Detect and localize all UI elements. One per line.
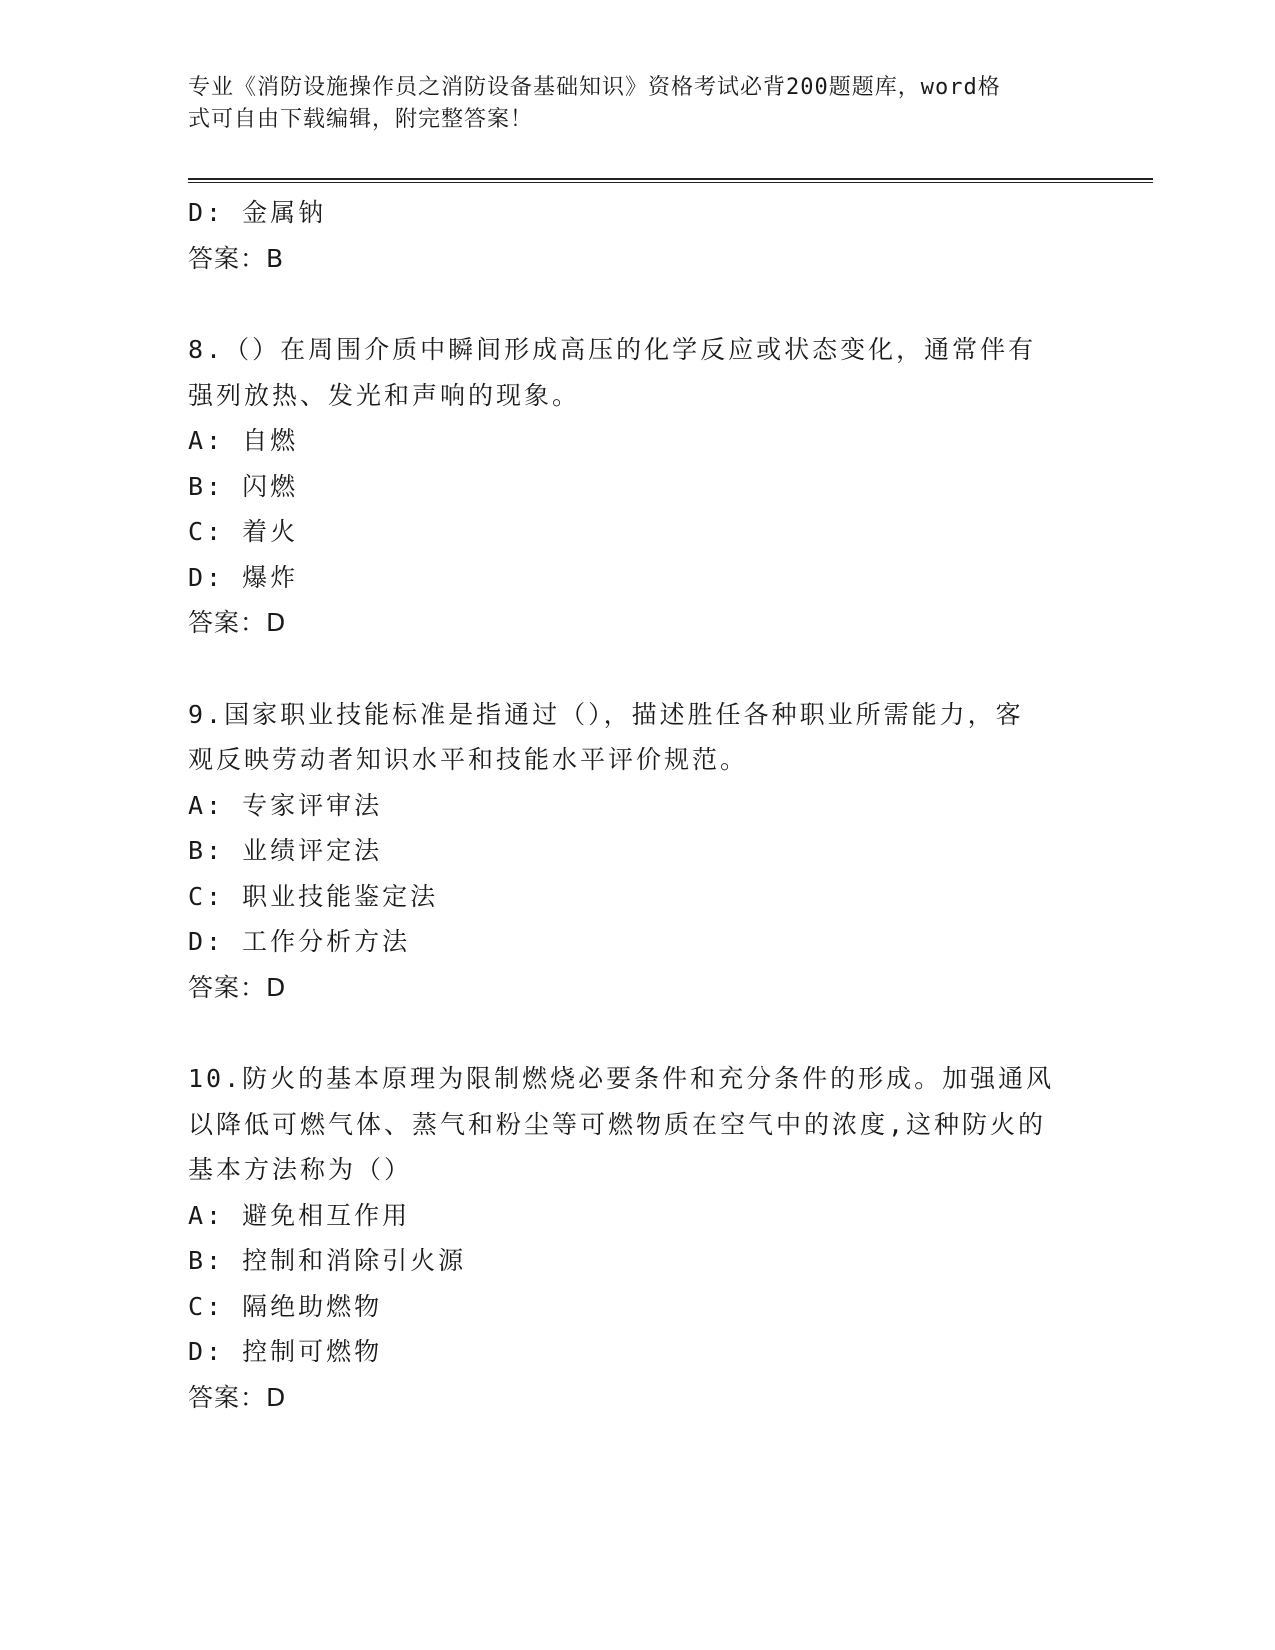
option-b: B: 控制和消除引火源	[188, 1246, 467, 1275]
header-rule-thick	[188, 178, 1153, 180]
question-text-line: 以降低可燃气体、蒸气和粉尘等可燃物质在空气中的浓度,这种防火的	[188, 1109, 1047, 1139]
question-8	[188, 327, 1088, 646]
answer: 答案：D	[188, 608, 287, 637]
answer: 答案：D	[188, 972, 287, 1002]
question-text-line: 10.防火的基本原理为限制燃烧必要条件和充分条件的形成。加强通风	[188, 1064, 1055, 1093]
option-b: B: 闪燃	[188, 471, 299, 501]
option-a: A: 自燃	[188, 426, 299, 455]
question-text-line: 8.（）在周围介质中瞬间形成高压的化学反应或状态变化，通常伴有	[188, 335, 1037, 364]
option-a: A: 避免相互作用	[188, 1200, 411, 1230]
question-text-line: 观反映劳动者知识水平和技能水平评价规范。	[188, 745, 749, 774]
document-body	[188, 190, 1088, 1420]
prev-option-d: D: 金属钠	[188, 198, 327, 227]
option-d: D: 控制可燃物	[188, 1337, 383, 1366]
option-c: C: 职业技能鉴定法	[188, 881, 439, 911]
answer: 答案：D	[188, 1382, 287, 1412]
option-d: D: 工作分析方法	[188, 927, 411, 956]
option-b: B: 业绩评定法	[188, 836, 383, 865]
question-text-line: 基本方法称为（）	[188, 1155, 413, 1184]
header-rule-thin	[188, 182, 1153, 183]
question-9	[188, 692, 1088, 1011]
option-a: A: 专家评审法	[188, 790, 383, 820]
document-header	[188, 72, 1068, 136]
header-line-1: 专业《消防设施操作员之消防设备基础知识》资格考试必背200题题库，word格	[188, 75, 1001, 100]
prev-answer: 答案：B	[188, 243, 285, 273]
header-line-2: 式可自由下载编辑，附完整答案！	[188, 107, 534, 132]
option-c: C: 着火	[188, 517, 299, 546]
question-10	[188, 1056, 1088, 1420]
option-c: C: 隔绝助燃物	[188, 1291, 383, 1321]
question-text-line: 9.国家职业技能标准是指通过（），描述胜任各种职业所需能力，客	[188, 699, 1024, 729]
option-d: D: 爆炸	[188, 562, 299, 592]
question-text-line: 强列放热、发光和声响的现象。	[188, 380, 581, 410]
